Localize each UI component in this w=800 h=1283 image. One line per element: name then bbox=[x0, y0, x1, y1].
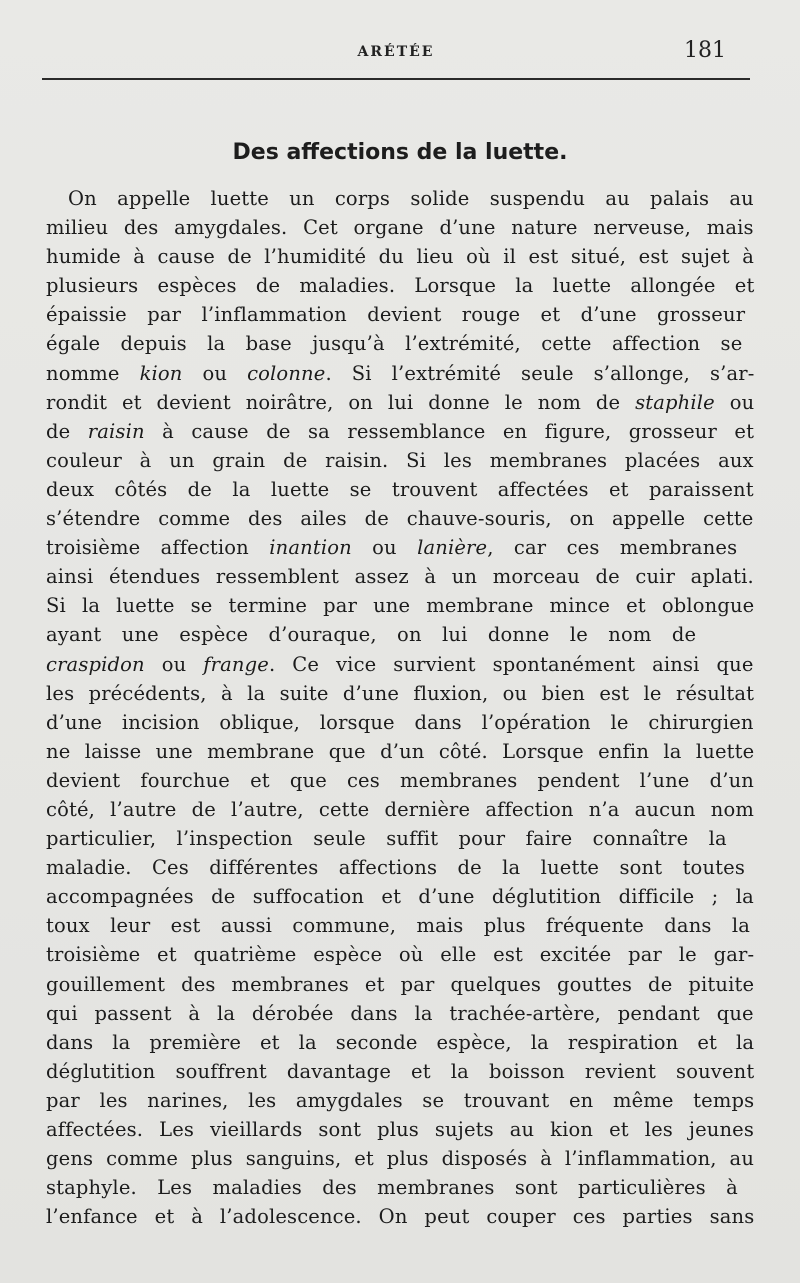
text-line bbox=[46, 417, 754, 446]
text-line bbox=[46, 1028, 754, 1057]
text-line bbox=[46, 446, 754, 475]
italic-term: craspidon bbox=[46, 652, 145, 676]
text-line bbox=[46, 562, 754, 591]
text-segment: deux côtés de la luette se trouvent affectées et paraissent bbox=[46, 477, 754, 501]
text-line bbox=[46, 882, 754, 911]
text-line bbox=[46, 766, 754, 795]
italic-term: inantion bbox=[269, 536, 352, 560]
text-line bbox=[46, 940, 754, 969]
running-title: ARÉTÉE bbox=[357, 44, 435, 60]
italic-term: frange bbox=[203, 652, 269, 676]
text-line bbox=[46, 795, 754, 824]
text-line bbox=[46, 504, 754, 533]
text-segment: couleur à un grain de raisin. Si les membranes placées aux bbox=[46, 448, 754, 472]
text-segment: d’une incision oblique, lorsque dans l’opération le chirurgien bbox=[46, 710, 754, 734]
text-segment: . Ce vice survient spontanément ainsi que bbox=[268, 652, 754, 676]
text-segment: troisième et quatrième espèce où elle est excitée par le gar- bbox=[46, 943, 755, 967]
chapter-title: Des affections de la luette. bbox=[232, 140, 568, 165]
text-line bbox=[46, 184, 754, 213]
text-segment: ayant une espèce d’ouraque, on lui donne le nom de bbox=[46, 623, 697, 647]
text-line bbox=[46, 388, 754, 417]
text-segment: maladie. Ces différentes affections de la luette sont toutes bbox=[46, 856, 745, 880]
text-segment: nomme bbox=[46, 361, 140, 385]
text-line bbox=[46, 1115, 754, 1144]
text-segment: Si la luette se termine par une membrane mince et oblongue bbox=[46, 594, 755, 618]
text-line bbox=[46, 737, 754, 766]
text-line bbox=[46, 1202, 754, 1231]
text-line bbox=[46, 533, 754, 562]
text-segment: côté, l’autre de l’autre, cette dernière affection n’a aucun nom bbox=[46, 797, 755, 821]
text-segment: à cause de sa ressemblance en figure, grosseur et bbox=[144, 419, 755, 443]
text-segment: gouillement des membranes et par quelques gouttes de pituite bbox=[46, 972, 755, 996]
text-line bbox=[46, 359, 754, 388]
text-segment: par les narines, les amygdales se trouvant en même temps bbox=[46, 1088, 755, 1112]
text-segment: de bbox=[46, 419, 88, 443]
text-line bbox=[46, 679, 754, 708]
text-segment: s’étendre comme des ailes de chauve-souris, on appelle cette bbox=[46, 507, 754, 531]
text-segment: ou bbox=[144, 652, 204, 676]
text-segment: particulier, l’inspection seule suffit pour faire connaître la bbox=[46, 827, 727, 851]
text-segment: staphyle. Les maladies des membranes sont particulières à bbox=[46, 1176, 738, 1200]
text-line bbox=[46, 650, 754, 679]
text-line bbox=[46, 824, 754, 853]
text-line bbox=[46, 911, 754, 940]
italic-term: kion bbox=[139, 361, 183, 385]
text-segment: , car ces membranes bbox=[487, 536, 738, 560]
text-segment: les précédents, à la suite d’une fluxion, ou bien est le résultat bbox=[46, 681, 755, 705]
text-line bbox=[46, 1086, 754, 1115]
running-head bbox=[42, 38, 750, 68]
text-segment: devient fourchue et que ces membranes pendent l’une d’un bbox=[46, 768, 754, 792]
text-segment: ainsi étendues ressemblent assez à un morceau de cuir aplati. bbox=[46, 565, 754, 589]
text-line bbox=[46, 591, 754, 620]
italic-term: lanière bbox=[417, 536, 488, 560]
text-line bbox=[46, 999, 754, 1028]
text-line bbox=[46, 242, 754, 271]
text-segment: On appelle luette un corps solide suspendu au palais au bbox=[68, 187, 754, 210]
text-line bbox=[46, 329, 754, 358]
text-segment: ou bbox=[351, 536, 418, 560]
italic-term: staphile bbox=[635, 390, 715, 414]
text-segment: toux leur est aussi commune, mais plus fréquente dans la bbox=[46, 914, 751, 938]
text-segment: plusieurs espèces de maladies. Lorsque la luette allongée et bbox=[46, 274, 755, 298]
text-segment: accompagnées de suffocation et d’une déglutition difficile ; la bbox=[46, 885, 754, 909]
text-segment: troisième affection bbox=[46, 536, 270, 560]
text-line bbox=[46, 1057, 754, 1086]
text-segment: humide à cause de l’humidité du lieu où il est situé, est sujet à bbox=[46, 245, 754, 269]
italic-term: colonne bbox=[247, 361, 326, 385]
text-line bbox=[46, 853, 754, 882]
text-segment: . Si l’extrémité seule s’allonge, s’ar- bbox=[325, 361, 755, 385]
text-line bbox=[46, 970, 754, 999]
text-segment: qui passent à la dérobée dans la trachée-artère, pendant que bbox=[46, 1001, 754, 1025]
text-segment: affectées. Les vieillards sont plus sujets au kion et les jeunes bbox=[46, 1118, 755, 1141]
text-line bbox=[46, 620, 754, 649]
text-segment: épaissie par l’inflammation devient rouge et d’une grosseur bbox=[46, 303, 746, 327]
page-number: 181 bbox=[684, 38, 726, 63]
text-segment: l’enfance et à l’adolescence. On peut couper ces parties sans bbox=[46, 1205, 755, 1229]
text-line bbox=[46, 708, 754, 737]
text-segment: égale depuis la base jusqu’à l’extrémité, cette affection se bbox=[46, 332, 743, 356]
italic-term: raisin bbox=[87, 419, 145, 443]
body-paragraph bbox=[46, 184, 754, 1231]
text-segment: dans la première et la seconde espèce, la respiration et la bbox=[46, 1030, 755, 1054]
text-line bbox=[46, 1173, 754, 1202]
text-segment: ou bbox=[182, 361, 248, 385]
text-line bbox=[46, 213, 754, 242]
text-line bbox=[46, 271, 754, 300]
text-line bbox=[46, 475, 754, 504]
text-line bbox=[46, 1144, 754, 1173]
header-rule bbox=[42, 78, 750, 80]
text-segment: milieu des amygdales. Cet organe d’une nature nerveuse, mais bbox=[46, 216, 754, 240]
text-segment: gens comme plus sanguins, et plus disposés à l’inflammation, au bbox=[46, 1147, 755, 1171]
text-segment: ne laisse une membrane que d’un côté. Lorsque enfin la luette bbox=[46, 739, 755, 763]
text-segment: ou bbox=[714, 390, 755, 414]
text-segment: déglutition souffrent davantage et la boisson revient souvent bbox=[46, 1059, 755, 1083]
text-segment: rondit et devient noirâtre, on lui donne le nom de bbox=[46, 390, 636, 414]
text-line bbox=[46, 300, 754, 329]
